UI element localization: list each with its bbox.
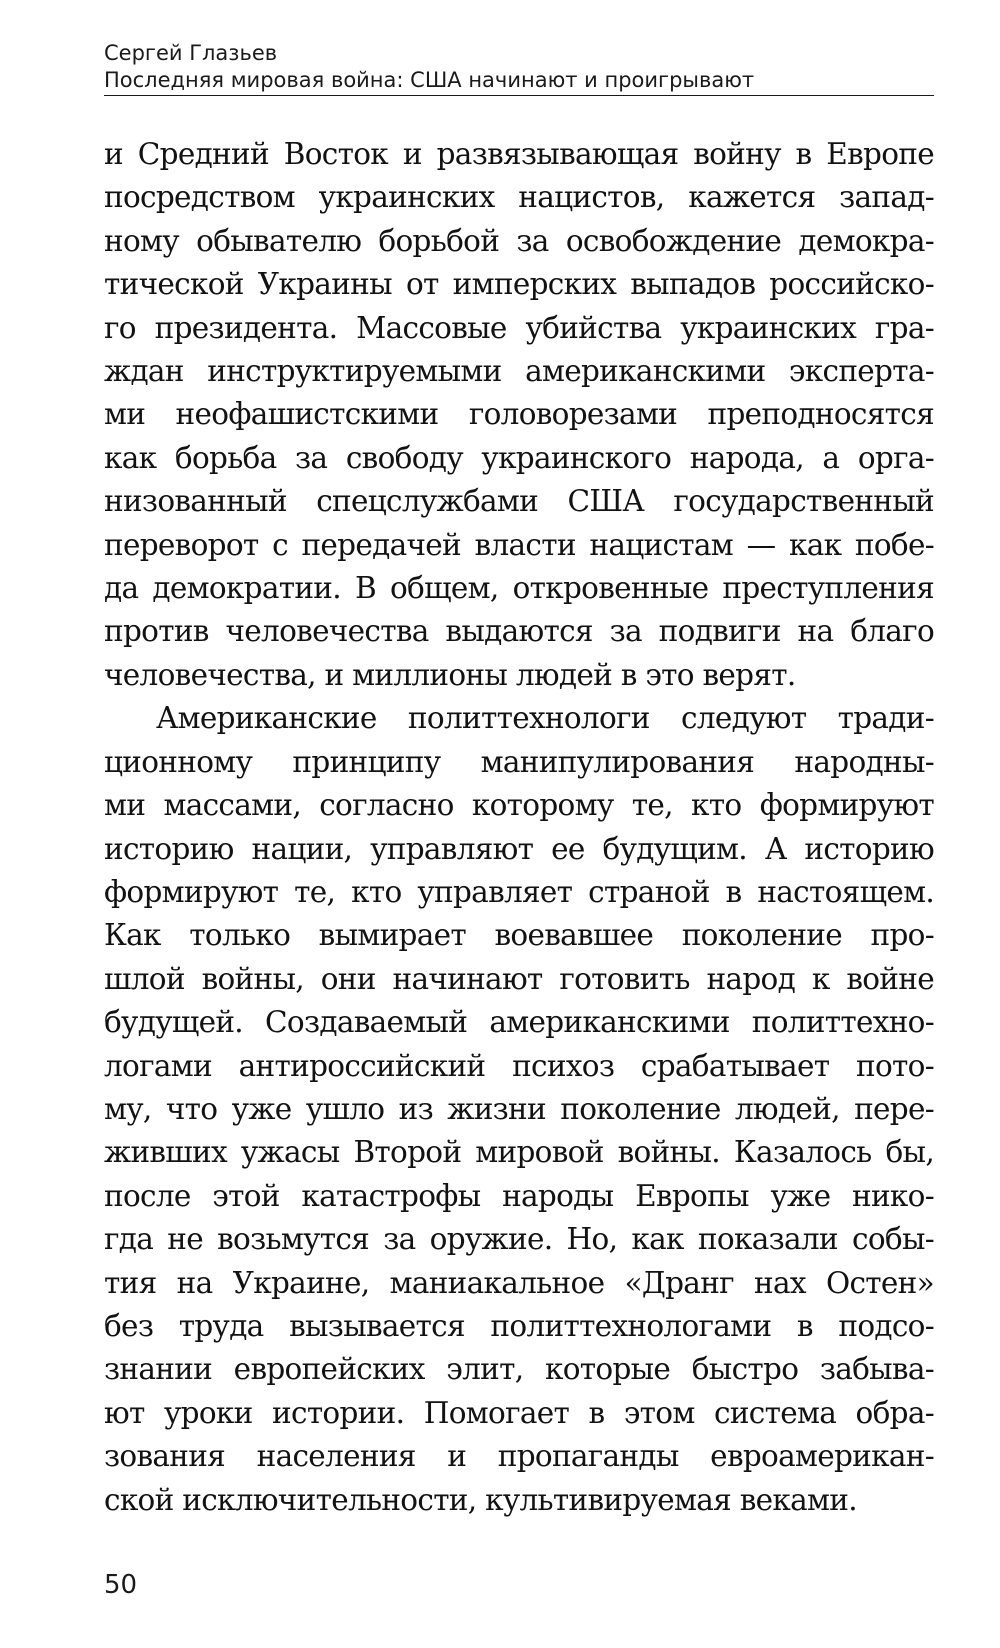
header-author: Сергей Глазьев (104, 41, 278, 65)
text-line: ждан инструктируемыми американскими эксперта- (104, 354, 934, 389)
text-line: как борьба за свободу украинского народа, а орга- (104, 440, 934, 475)
text-line: переворот с передачей власти нацистам — как побе- (104, 527, 934, 562)
text-line: живших ужасы Второй мировой войны. Казалось бы, (104, 1135, 934, 1170)
text-line: будущей. Создаваемый американскими политтехно- (104, 1005, 934, 1040)
text-line: зования населения и пропаганды евроамерикан- (104, 1439, 934, 1474)
text-line: тической Украины от имперских выпадов российско- (104, 267, 934, 302)
text-line: ми неофашистскими головорезами преподносятся (104, 397, 934, 432)
paragraph-1 (104, 133, 934, 697)
body-text (104, 133, 934, 1522)
text-line: ют уроки истории. Помогает в этом система обра- (104, 1395, 934, 1430)
text-line: низованный спецслужбами США государственный (104, 484, 934, 519)
header-book-title: Последняя мировая война: США начинают и проигрывают (104, 67, 934, 96)
text-line: Как только вымирает воевавшее поколение про- (104, 918, 934, 953)
text-line: без труда вызывается политтехнологами в подсо- (104, 1308, 934, 1343)
text-line: ному обывателю борьбой за освобождение демокра- (104, 223, 934, 258)
text-line: посредством украинских нацистов, кажется запад- (104, 180, 934, 215)
text-line: Американские политтехнологи следуют тради- (156, 701, 934, 736)
text-line: гда не возьмутся за оружие. Но, как показали собы- (104, 1222, 934, 1257)
text-line: ционному принципу манипулирования народны- (104, 744, 934, 779)
running-header (104, 40, 934, 96)
text-line: логами антироссийский психоз срабатывает пото- (104, 1048, 934, 1083)
text-line: шлой войны, они начинают готовить народ к войне (104, 961, 934, 996)
text-line: ми массами, согласно которому те, кто формируют (104, 788, 934, 823)
text-line: против человечества выдаются за подвиги на благо (104, 614, 934, 649)
page-number: 50 (104, 1570, 138, 1600)
text-line: да демократии. В общем, откровенные преступления (104, 571, 934, 606)
text-line: му, что уже ушло из жизни поколение людей, пере- (104, 1091, 934, 1126)
text-line: после этой катастрофы народы Европы уже нико- (104, 1178, 934, 1213)
text-line: историю нации, управляют ее будущим. А историю (104, 831, 934, 866)
text-line: го президента. Массовые убийства украинских гра- (104, 310, 934, 345)
text-line: и Средний Восток и развязывающая войну в Европе (104, 137, 934, 171)
text-line: тия на Украине, маниакальное «Дранг нах Остен» (104, 1265, 934, 1300)
paragraph-2 (104, 697, 934, 1522)
text-line: ской исключительности, культивируемая веками. (104, 1482, 857, 1517)
text-line: знании европейских элит, которые быстро забыва- (104, 1352, 934, 1387)
text-line: формируют те, кто управляет страной в настоящем. (104, 874, 934, 909)
text-line: человечества, и миллионы людей в это верят. (104, 657, 796, 692)
